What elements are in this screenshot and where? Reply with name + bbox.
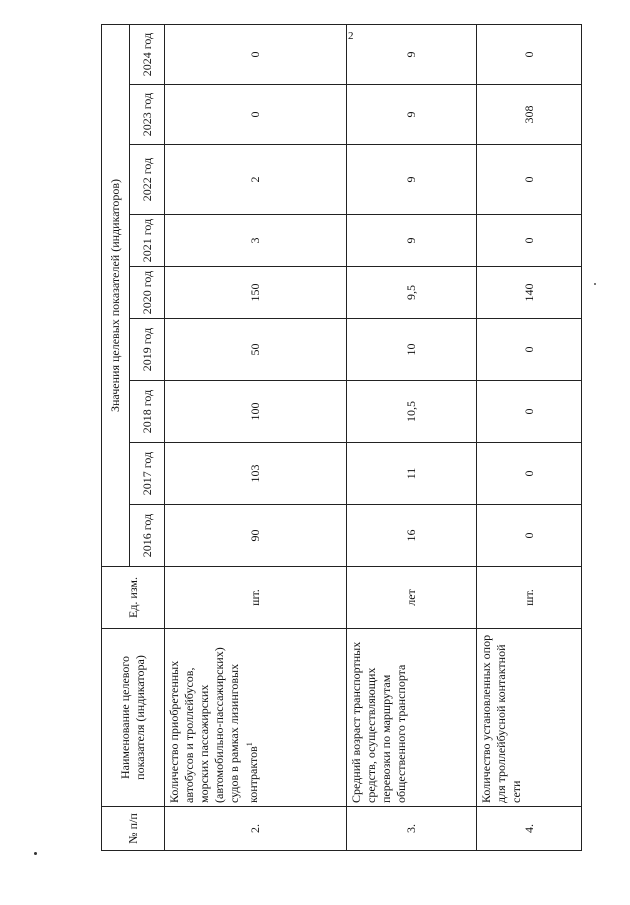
header-year: 2021 год bbox=[130, 215, 165, 267]
header-num: № п/п bbox=[102, 807, 165, 851]
value-cell: 0 bbox=[477, 215, 582, 267]
value-cell: 11 bbox=[347, 443, 477, 505]
value-cell: 50 bbox=[165, 319, 347, 381]
value-cell: 9 bbox=[347, 25, 477, 85]
header-year: 2016 год bbox=[130, 505, 165, 567]
unit: шт. bbox=[477, 567, 582, 629]
indicator-name: Средний возраст транспортных средств, осуществляющих перевозки по маршрутам общественного транспорта bbox=[347, 629, 477, 807]
indicator-name: Количество установленных опор для троллейбусной контактной сети bbox=[477, 629, 582, 807]
header-year: 2019 год bbox=[130, 319, 165, 381]
header-unit: Ед. изм. bbox=[102, 567, 165, 629]
header-name: Наименование целевого показателя (индикатора) bbox=[102, 629, 165, 807]
indicator-name-text: Количество приобретенных автобусов и троллейбусов, морских пассажирских (автомобильно-пассажирских) судов в рамках лизинговых контрактов bbox=[167, 647, 260, 803]
table-row bbox=[165, 25, 347, 851]
header-values-group: Значения целевых показателей (индикаторов) bbox=[102, 25, 130, 567]
value-cell: 3 bbox=[165, 215, 347, 267]
header-year: 2022 год bbox=[130, 145, 165, 215]
value-cell: 0 bbox=[477, 319, 582, 381]
value-cell: 0 bbox=[477, 145, 582, 215]
header-year: 2018 год bbox=[130, 381, 165, 443]
table-row bbox=[477, 25, 582, 851]
table-row bbox=[347, 25, 477, 851]
value-cell: 0 bbox=[477, 443, 582, 505]
scan-speck bbox=[34, 852, 37, 855]
indicator-name bbox=[165, 629, 347, 807]
value-cell: 10,5 bbox=[347, 381, 477, 443]
value-cell: 10 bbox=[347, 319, 477, 381]
value-cell: 2 bbox=[165, 145, 347, 215]
header-year: 2023 год bbox=[130, 85, 165, 145]
value-cell: 103 bbox=[165, 443, 347, 505]
rotated-table-container bbox=[101, 32, 581, 851]
value-cell: 150 bbox=[165, 267, 347, 319]
value-cell: 90 bbox=[165, 505, 347, 567]
unit: шт. bbox=[165, 567, 347, 629]
indicators-table bbox=[101, 24, 582, 851]
value-cell: 308 bbox=[477, 85, 582, 145]
scan-speck bbox=[594, 283, 596, 285]
value-cell: 0 bbox=[165, 85, 347, 145]
header-year: 2020 год bbox=[130, 267, 165, 319]
value-cell: 9 bbox=[347, 85, 477, 145]
row-number: 2. bbox=[165, 807, 347, 851]
value-cell: 100 bbox=[165, 381, 347, 443]
page-number: 2 bbox=[348, 30, 354, 42]
unit: лет bbox=[347, 567, 477, 629]
value-cell: 9,5 bbox=[347, 267, 477, 319]
value-cell: 16 bbox=[347, 505, 477, 567]
header-year: 2017 год bbox=[130, 443, 165, 505]
header-year: 2024 год bbox=[130, 25, 165, 85]
row-number: 3. bbox=[347, 807, 477, 851]
footnote-marker: 1 bbox=[245, 742, 254, 747]
value-cell: 140 bbox=[477, 267, 582, 319]
row-number: 4. bbox=[477, 807, 582, 851]
value-cell: 0 bbox=[477, 25, 582, 85]
value-cell: 0 bbox=[165, 25, 347, 85]
value-cell: 0 bbox=[477, 381, 582, 443]
value-cell: 9 bbox=[347, 215, 477, 267]
value-cell: 0 bbox=[477, 505, 582, 567]
value-cell: 9 bbox=[347, 145, 477, 215]
